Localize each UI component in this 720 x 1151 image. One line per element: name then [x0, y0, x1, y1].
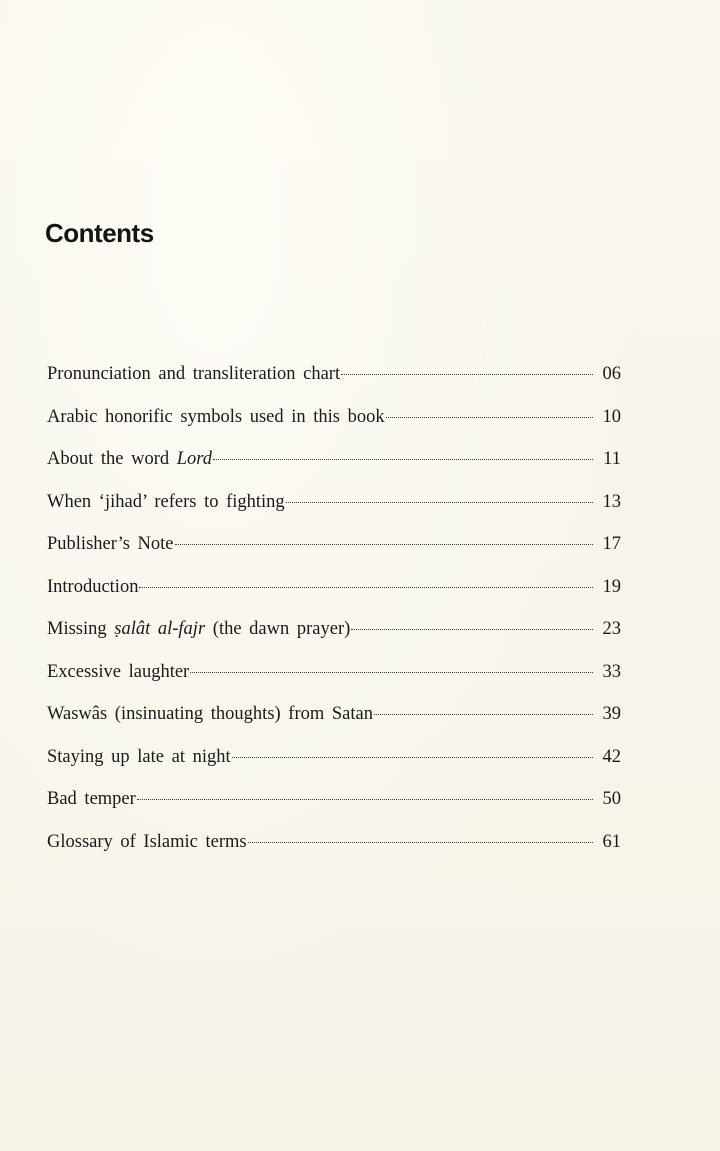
entry-title-pre: Waswâs (insinuating thoughts) from Satan	[47, 704, 373, 724]
dot-leader	[139, 587, 593, 588]
toc-entry[interactable]	[47, 577, 621, 620]
entry-title-pre: Missing	[47, 619, 115, 639]
entry-title	[47, 577, 138, 598]
dot-leader	[341, 374, 593, 375]
page-number: 42	[602, 746, 621, 767]
toc-entry[interactable]	[47, 747, 621, 790]
toc-entry[interactable]	[47, 832, 621, 875]
toc-entry[interactable]	[47, 364, 621, 407]
entry-title-pre: When ‘jihad’ refers to fighting	[47, 491, 285, 512]
entry-title-pre: Bad temper	[47, 789, 136, 809]
entry-title-pre: Pronunciation and transliteration chart	[47, 364, 341, 384]
page-number: 06	[602, 364, 621, 384]
page-number: 17	[602, 534, 621, 554]
dot-leader	[374, 714, 593, 715]
entry-title	[47, 492, 285, 513]
page-number: 61	[602, 831, 621, 852]
dot-leader	[190, 672, 593, 673]
entry-title-em: ṣalât al-fajr	[114, 619, 206, 639]
page-number: 19	[602, 576, 621, 597]
entry-title	[47, 704, 373, 725]
toc-entry[interactable]	[47, 534, 621, 577]
dot-leader	[248, 842, 593, 843]
toc-entry[interactable]	[47, 407, 621, 450]
page-number: 39	[602, 704, 621, 724]
dot-leader	[232, 757, 593, 758]
page-number: 11	[603, 449, 621, 469]
entry-title	[47, 534, 174, 555]
table-of-contents	[47, 364, 621, 874]
entry-title-pre: Publisher’s Note	[47, 534, 174, 554]
entry-title	[47, 747, 231, 768]
toc-entry[interactable]	[47, 492, 621, 535]
entry-title	[47, 662, 189, 683]
dot-leader	[386, 417, 593, 418]
toc-entry[interactable]	[47, 662, 621, 705]
dot-leader	[137, 799, 593, 800]
entry-title	[47, 407, 385, 428]
toc-entry[interactable]	[47, 789, 621, 832]
toc-entry[interactable]	[47, 449, 621, 492]
dot-leader	[213, 459, 593, 460]
entry-title-pre: About the word	[47, 449, 177, 469]
dot-leader	[175, 544, 593, 545]
entry-title-pre: Arabic honorific symbols used in this book	[47, 406, 385, 427]
entry-title	[47, 832, 247, 853]
toc-entry[interactable]	[47, 619, 621, 662]
entry-title-pre: Excessive laughter	[47, 661, 190, 682]
dot-leader	[286, 502, 593, 503]
page-number: 13	[602, 491, 621, 512]
entry-title	[47, 789, 136, 810]
entry-title	[47, 364, 340, 385]
entry-title-pre: Glossary of Islamic terms	[47, 831, 247, 852]
page-title: Contents	[45, 218, 154, 248]
page-number: 33	[602, 661, 621, 682]
entry-title	[47, 619, 350, 640]
entry-title-pre: Introduction	[47, 576, 139, 597]
entry-title-pre: Staying up late at night	[47, 746, 231, 767]
page-number: 10	[602, 406, 621, 427]
entry-title-post: (the dawn prayer)	[205, 619, 351, 639]
dot-leader	[351, 629, 593, 630]
toc-entry[interactable]	[47, 704, 621, 747]
entry-title-em: Lord	[176, 449, 213, 469]
entry-title	[47, 449, 212, 470]
page-number: 50	[602, 789, 621, 809]
page-number: 23	[602, 619, 621, 639]
